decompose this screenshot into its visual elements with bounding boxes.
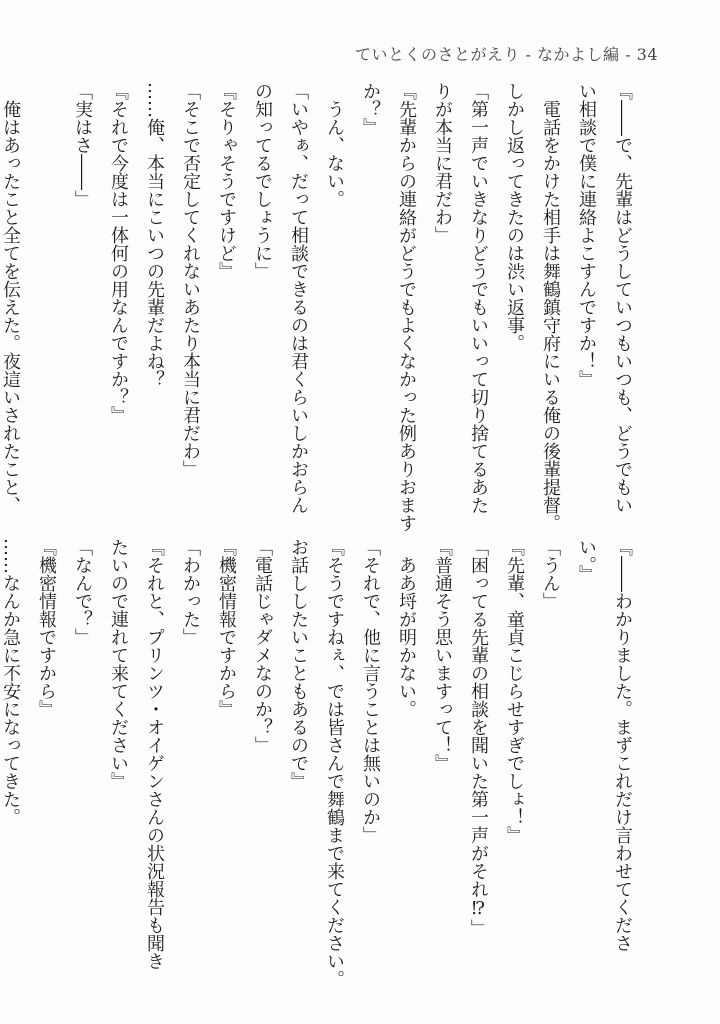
page-number: 34 [636, 45, 658, 64]
text-line: 『そりゃそうですけど』 [216, 82, 237, 280]
text-line: 「わかった」 [180, 538, 201, 646]
text-line: 『先輩からの連絡がどうでもよくなかった例ありおます [396, 82, 417, 532]
text-line: 「第一声でいきなりどうでもいいって切り捨てるあた [468, 82, 489, 514]
text-line: 『先輩、童貞こじらせすぎでしょ！』 [504, 538, 525, 844]
text-line: お話ししたいこともあるので』 [288, 538, 309, 790]
text-line: ……なんか急に不安になってきた。 [0, 538, 21, 826]
text-line: 『普通そう思いますって！』 [432, 538, 453, 772]
text-line: 『――わかりました。まずこれだけ言わせてくださ [612, 538, 633, 952]
text-line: か？』 [360, 82, 381, 136]
lower-text-block [0, 538, 640, 988]
text-line: 「そこで否定してくれないあたり本当に君だわ」 [180, 82, 201, 478]
text-line: 『機密情報ですから』 [216, 538, 237, 718]
text-line: い相談で僕に連絡よこすんですか！』 [576, 82, 597, 388]
text-line: 「実はさ――」 [72, 82, 93, 208]
text-line: 「いやぁ、だって相談できるのは君くらいしかおらん [288, 82, 309, 514]
running-title: ていとくのさとがえり - なかよし編 - [354, 45, 632, 64]
text-line: 「うん」 [540, 538, 561, 610]
text-line: い。』 [576, 538, 597, 583]
text-line: 「困ってる先輩の相談を聞いた第一声がそれ⁉」 [468, 538, 489, 937]
text-line: 『それで今度は一体何の用なんですか？』 [108, 82, 129, 424]
text-line: 「なんで？」 [72, 538, 93, 646]
text-line: 「それで、他に言うことは無いのか」 [360, 538, 381, 844]
running-header [355, 42, 658, 65]
text-line: 電話をかけた相手は舞鶴鎮守府にいる俺の後輩提督。 [540, 82, 561, 532]
text-line: 『それと、プリンツ・オイゲンさんの状況報告も聞き [144, 538, 165, 970]
text-line: の知ってるでしょうに」 [252, 82, 273, 280]
text-line: 『そうですねぇ、では皆さんで舞鶴まで来てください。 [324, 538, 345, 988]
text-line: うん、ない。 [324, 82, 345, 208]
text-line [28, 82, 64, 534]
text-line: たいので連れて来てください』 [108, 538, 129, 790]
upper-text-block [0, 82, 640, 534]
text-line: ……俺、本当にこいつの先輩だよね？ [144, 82, 165, 388]
text-line: りが本当に君だわ」 [432, 82, 453, 244]
text-line: 『――で、先輩はどうしていつもいつも、どうでもい [612, 82, 633, 514]
text-line: 『機密情報ですから』 [36, 538, 57, 718]
text-line: 俺はあったこと全てを伝えた。夜這いされたこと、 [0, 82, 21, 514]
text-line: ああ埒が明かない。 [396, 538, 417, 718]
text-line: しかし返ってきたのは渋い返事。 [504, 82, 525, 352]
text-line: 「電話じゃダメなのか？」 [252, 538, 273, 754]
